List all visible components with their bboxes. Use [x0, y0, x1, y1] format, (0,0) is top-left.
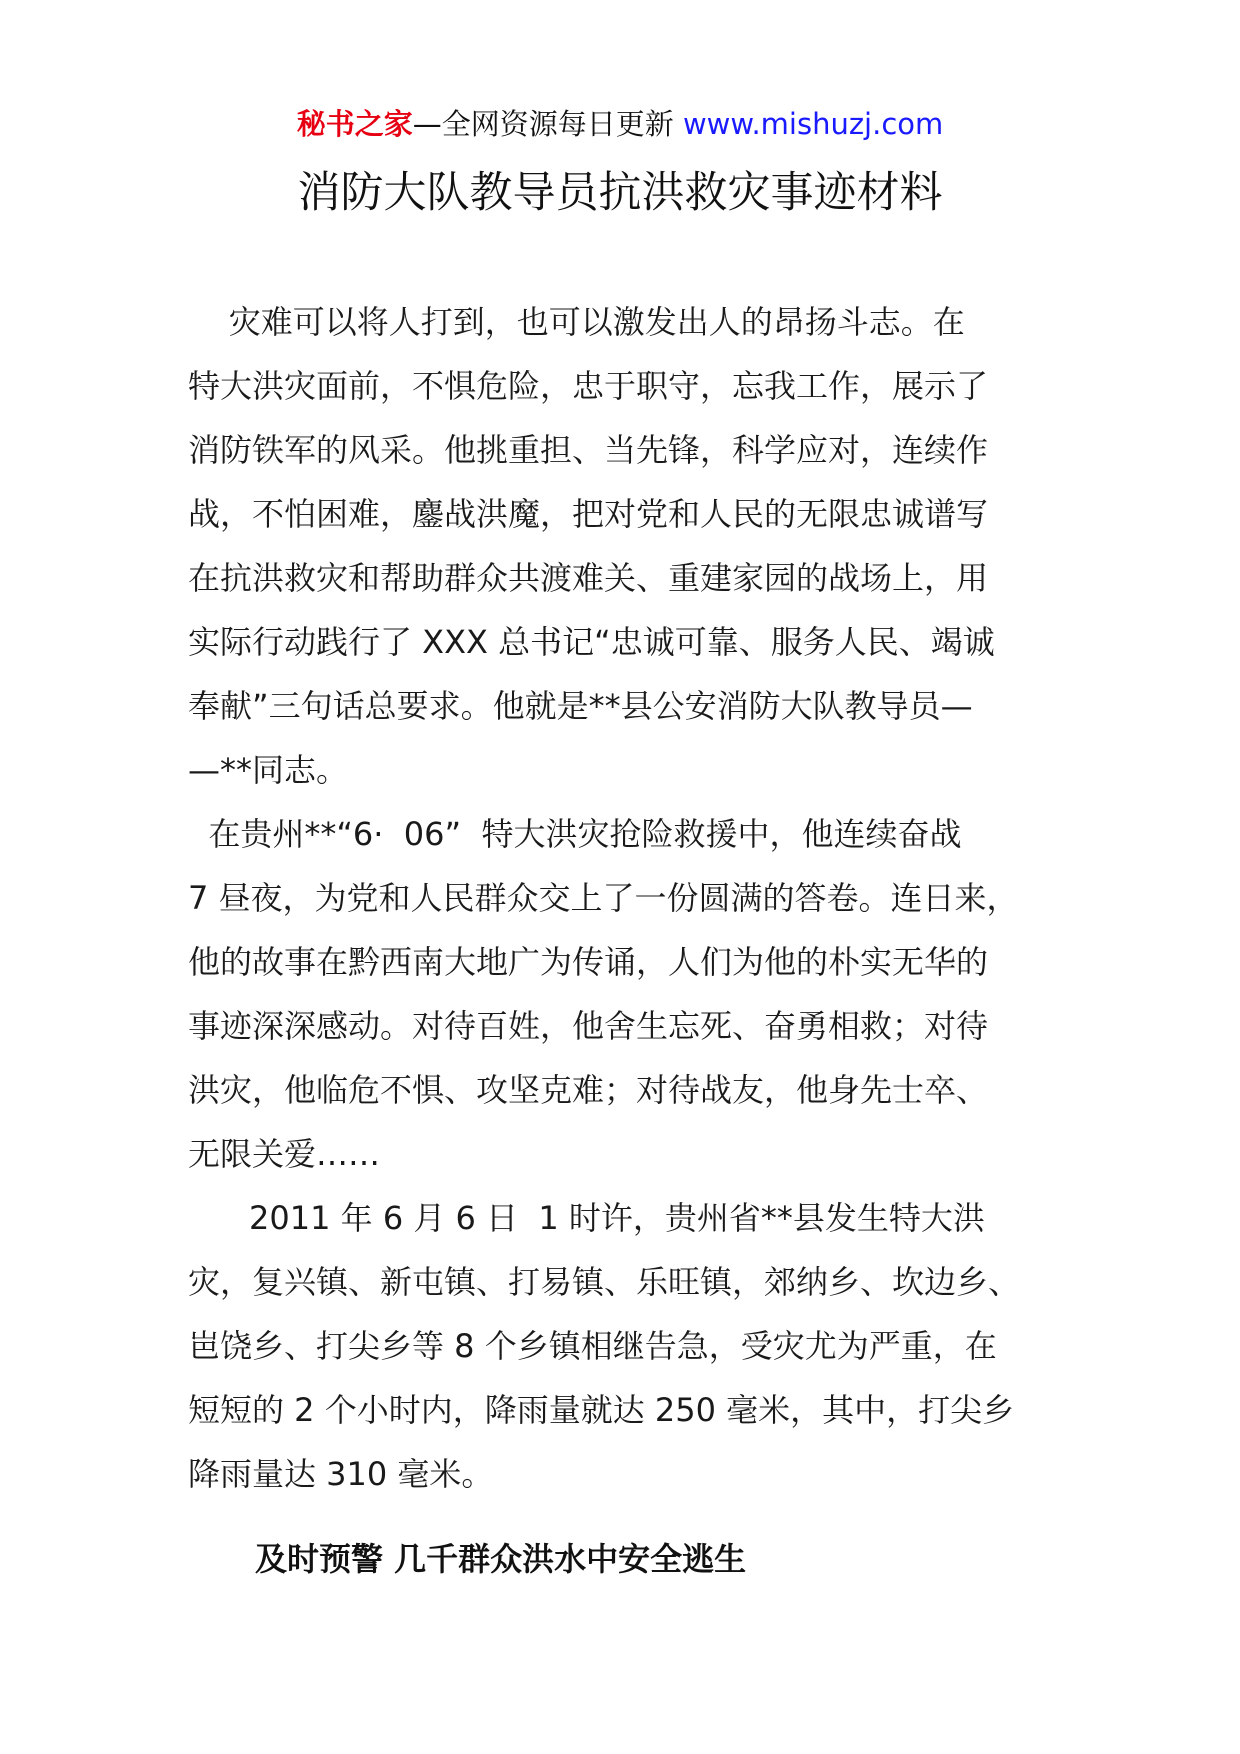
paragraph-1-line: 在抗洪救灾和帮助群众共渡难关、重建家园的战场上，用 [188, 559, 989, 597]
site-header [0, 104, 1240, 144]
paragraph-3-line: 降雨量达 310 毫米。 [188, 1455, 494, 1493]
paragraph-1-line: 特大洪灾面前，不惧危险，忠于职守，忘我工作，展示了 [188, 367, 989, 405]
paragraph-1-line: 实际行动践行了 XXX 总书记“忠诚可靠、服务人民、竭诚 [188, 623, 995, 661]
paragraph-1-line: —**同志。 [188, 751, 349, 789]
paragraph-1-line: 战，不怕困难，鏖战洪魔，把对党和人民的无限忠诚谱写 [188, 495, 989, 533]
paragraph-1-line: 奉献”三句话总要求。他就是**县公安消防大队教导员— [188, 687, 973, 725]
paragraph-2-line: 他的故事在黔西南大地广为传诵，人们为他的朴实无华的 [188, 943, 989, 981]
paragraph-3-line: 短短的 2 个小时内，降雨量就达 250 毫米，其中，打尖乡 [188, 1391, 1015, 1429]
paragraph-2-line: 7 昼夜，为党和人民群众交上了一份圆满的答卷。连日来， [188, 879, 1019, 917]
paragraph-1-line: 灾难可以将人打到，也可以激发出人的昂扬斗志。在 [188, 303, 965, 341]
paragraph-3-line: 岜饶乡、打尖乡等 8 个乡镇相继告急，受灾尤为严重，在 [188, 1327, 997, 1365]
document-title: 消防大队教导员抗洪救灾事迹材料 [297, 168, 943, 218]
paragraph-3-line: 2011 年 6 月 6 日 1 时许，贵州省**县发生特大洪 [188, 1199, 985, 1237]
section-subheading: 及时预警 几千群众洪水中安全逃生 [255, 1540, 747, 1578]
paragraph-2-line: 事迹深深感动。对待百姓，他舍生忘死、奋勇相救；对待 [188, 1007, 989, 1045]
site-url-link[interactable]: www.mishuzj.com [682, 107, 944, 141]
header-slogan: —全网资源每日更新 [412, 107, 674, 141]
brand-name: 秘书之家 [296, 107, 413, 141]
paragraph-2-line: 在贵州**“6· 06” 特大洪灾抢险救援中，他连续奋战 [188, 815, 962, 853]
paragraph-3-line: 灾，复兴镇、新屯镇、打易镇、乐旺镇，郊纳乡、坎边乡、 [188, 1263, 1021, 1301]
paragraph-1-line: 消防铁军的风采。他挑重担、当先锋，科学应对，连续作 [188, 431, 989, 469]
paragraph-2-line: 无限关爱…… [188, 1135, 381, 1173]
paragraph-2-line: 洪灾，他临危不惧、攻坚克难；对待战友，他身先士卒、 [188, 1071, 989, 1109]
